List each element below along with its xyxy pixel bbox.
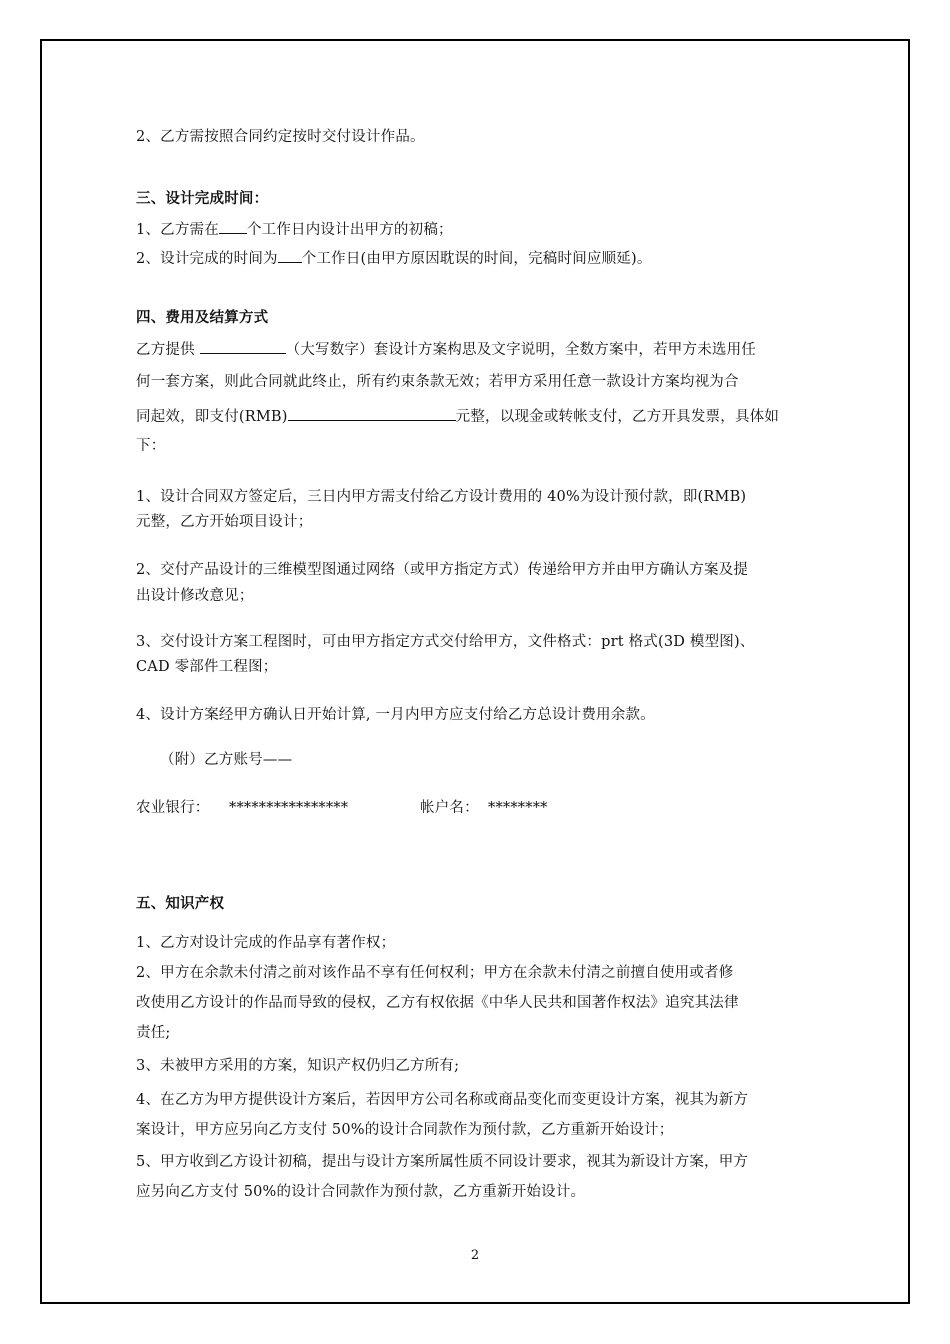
ip-item-5-line-2: 应另向乙方支付 50%的设计合同款作为预付款，乙方重新开始设计。	[136, 1184, 586, 1200]
text: 2、设计完成的时间为	[136, 251, 278, 267]
payment-item-3-line-1: 3、交付设计方案工程图时，可由甲方指定方式交付给甲方，文件格式：prt 格式(3D 模型图)、	[136, 634, 755, 650]
clause-2-delivery: 2、乙方需按照合同约定按时交付设计作品。	[136, 129, 425, 145]
clause-3-1	[136, 218, 453, 240]
text: 1、乙方需在	[136, 222, 219, 238]
blank-line	[200, 338, 286, 354]
clause-3-2	[136, 247, 652, 269]
payment-para-line-1	[136, 338, 756, 360]
account-holder-label: 帐户名：	[420, 800, 479, 816]
text: （大写数字）套设计方案构思及文字说明，全数方案中，若甲方未选用任	[285, 342, 757, 358]
section-4-heading: 四、费用及结算方式	[136, 309, 269, 326]
page-number: 2	[470, 1248, 480, 1263]
ip-item-4-line-1: 4、在乙方为甲方提供设计方案后，若因甲方公司名称或商品变化而变更设计方案，视其为新方	[136, 1092, 749, 1108]
text: 个工作日(由甲方原因耽误的时间，完稿时间应顺延)。	[301, 251, 652, 267]
bank-label: 农业银行：	[136, 800, 210, 816]
payment-item-1-line-1: 1、设计合同双方签定后，三日内甲方需支付给乙方设计费用的 40%为设计预付款，即(RMB)	[136, 489, 747, 505]
payment-item-4: 4、设计方案经甲方确认日开始计算, 一月内甲方应支付给乙方总设计费用余款。	[136, 707, 655, 723]
ip-item-3: 3、未被甲方采用的方案，知识产权仍归乙方所有;	[136, 1058, 460, 1074]
payment-item-1-line-2: 元整，乙方开始项目设计；	[136, 514, 313, 530]
text: 元整，以现金或转帐支付，乙方开具发票，具体如	[455, 409, 780, 425]
payment-para-line-3	[136, 405, 779, 427]
blank-line	[278, 247, 302, 263]
payment-item-2-line-1: 2、交付产品设计的三维模型图通过网络（或甲方指定方式）传递给甲方并由甲方确认方案及提	[136, 562, 749, 578]
account-holder-value: ********	[488, 800, 548, 816]
payment-item-3-line-2: CAD 零部件工程图；	[136, 659, 278, 675]
text: 乙方提供	[136, 342, 200, 358]
ip-item-4-line-2: 案设计，甲方应另向乙方支付 50%的设计合同款作为预付款，乙方重新开始设计；	[136, 1122, 674, 1138]
ip-item-2-line-2: 改使用乙方设计的作品而导致的侵权，乙方有权依据《中华人民共和国著作权法》追究其法律	[136, 995, 739, 1011]
blank-line	[219, 218, 247, 234]
payment-para-line-2: 何一套方案，则此合同就此终止，所有约束条款无效；若甲方采用任意一款设计方案均视为合	[136, 374, 739, 390]
account-note: （附）乙方账号——	[160, 752, 293, 768]
ip-item-1: 1、乙方对设计完成的作品享有著作权；	[136, 935, 396, 951]
text: 同起效，即支付(RMB)	[136, 409, 288, 425]
ip-item-5-line-1: 5、甲方收到乙方设计初稿，提出与设计方案所属性质不同设计要求，视其为新设计方案，甲方	[136, 1154, 749, 1170]
ip-item-2-line-3: 责任;	[136, 1025, 171, 1041]
payment-item-2-line-2: 出设计修改意见；	[136, 588, 254, 604]
section-5-heading: 五、知识产权	[136, 895, 225, 912]
bank-account-value: ****************	[229, 800, 349, 816]
blank-line	[288, 405, 456, 421]
payment-para-line-4: 下：	[136, 438, 166, 454]
text: 个工作日内设计出甲方的初稿；	[246, 222, 453, 238]
ip-item-2-line-1: 2、甲方在余款未付清之前对该作品不享有任何权利；甲方在余款未付清之前擅自使用或者修	[136, 965, 734, 981]
section-3-heading: 三、设计完成时间：	[136, 190, 269, 207]
